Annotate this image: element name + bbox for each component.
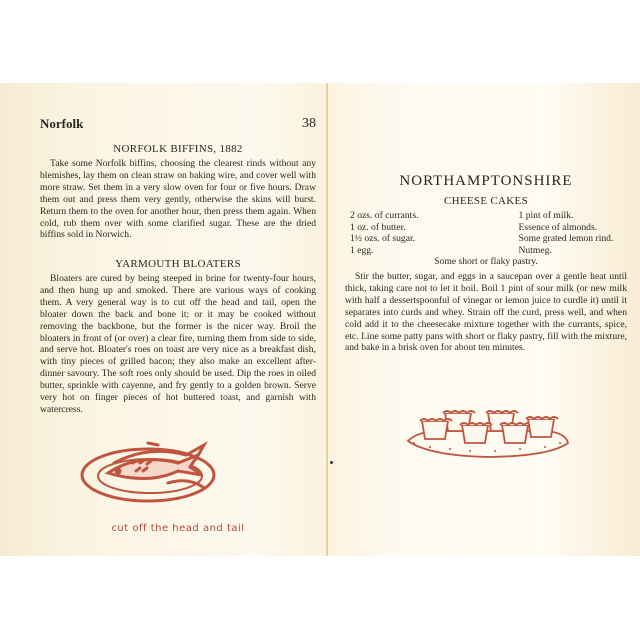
recipe-title: YARMOUTH BLOATERS [115, 258, 241, 270]
recipe-norfolk-biffins [40, 143, 316, 241]
ingredient: Some short or flaky pastry. [434, 256, 538, 268]
illustration-caption: cut off the head and tail [111, 523, 245, 534]
recipe-body: Stir the butter, sugar, and eggs in a saucepan over a gentle heat until thick, taking care not to let it boil. Boil 1 pint of sour milk (or new milk with half a dessertspoonful of vinegar or lemon juice to curdle it) until it separates into curds and whey. Strain off the curd, press well, and when cold add it to the cheesecake mixture together with the currants, spice, etc. Line some patty pans with short or flaky pastry, fill with the mixture, and bake in a brisk oven for about ten minutes. [345, 271, 627, 354]
book-spine [326, 83, 328, 556]
ingredient: 2 ozs. of currants. [350, 210, 419, 221]
ingredient: Nutmeg. [518, 244, 552, 256]
ingredient: 1 oz. of butter. [350, 221, 406, 233]
ink-speck [330, 461, 333, 464]
right-page [345, 83, 627, 556]
cheesecakes-platter-illustration [400, 401, 575, 461]
recipe-title: NORFOLK BIFFINS, 1882 [113, 143, 243, 155]
ingredient: 1½ ozs. of sugar. [350, 233, 416, 245]
county-heading: NORTHAMPTONSHIRE [399, 173, 573, 189]
recipe-body: Take some Norfolk biffins, choosing the clearest rinds without any blemishes, lay them on clean straw on baking wire, and cover well with more straw. Set them in a very slow oven for four or five hours. Draw them out and press them very gently, otherwise the skins will burst. Return them to the oven for another hour, then press them again. When cold, rub them over with some clarified sugar. These are the dried biffins sold in Norwich. [40, 158, 316, 241]
fish-platter-illustration [78, 433, 238, 508]
recipe-body: Bloaters are cured by being steeped in brine for twenty-four hours, and then hung up and smoked. There are various ways of cooking them. A very general way is to cut off the head and tail, open the bloater down the back and bone it; or it may be cooked without removing the backbone, but the former is the nicer way. Broil the bloaters in front of (or over) a clear fire, turning them from side to side, and serve hot. Bloater's roes on toast are very nice as a breakfast dish, with tiny pieces of grilled bacon; they also make an excellent after-dinner savoury. The soft roes only should be used. Dip the roes in oiled butter, sprinkle with cayenne, and fry gently to a golden brown. Serve very hot on finger pieces of hot buttered toast, and garnish with watercress. [40, 273, 316, 415]
page-number: 38 [302, 116, 316, 131]
recipe-title: CHEESE CAKES [444, 195, 528, 207]
recipe-yarmouth-bloaters [40, 258, 316, 416]
ingredient: 1 pint of milk. [518, 210, 574, 221]
running-head-title: Norfolk [40, 116, 84, 131]
ingredient: Some grated lemon rind. [518, 233, 614, 245]
ingredient: 1 egg. [350, 244, 374, 256]
left-page [40, 83, 316, 556]
ingredient: Essence of almonds. [518, 221, 598, 233]
ingredients-list [345, 210, 627, 267]
